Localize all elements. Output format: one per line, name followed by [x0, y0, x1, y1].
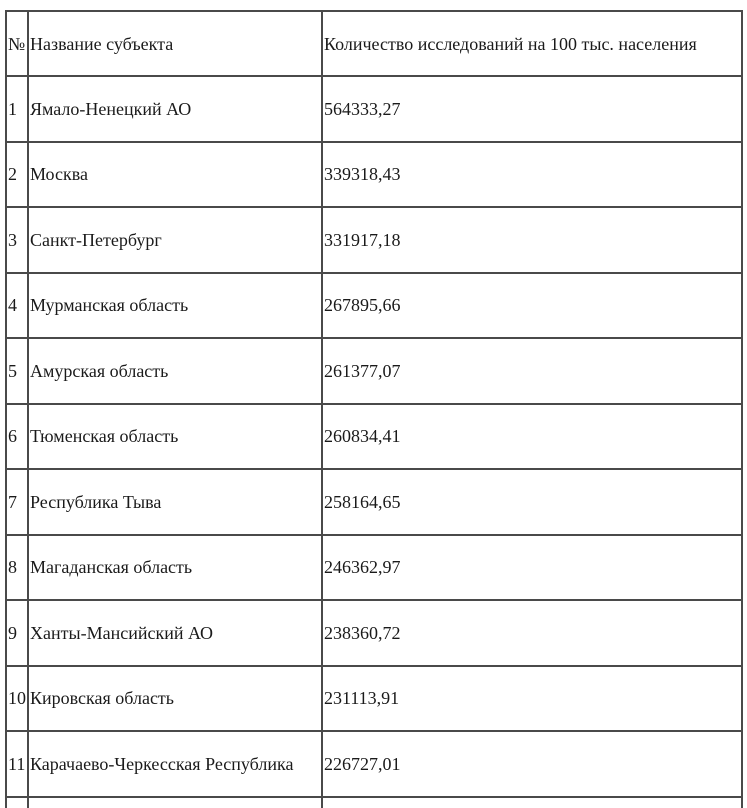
studies-value: 260834,41 [322, 404, 742, 470]
row-number: 2 [6, 142, 28, 208]
table-row [6, 469, 742, 535]
table-row [6, 666, 742, 732]
empty-cell [322, 797, 742, 808]
row-number: 4 [6, 273, 28, 339]
table-header-row [6, 11, 742, 76]
studies-value: 231113,91 [322, 666, 742, 732]
header-studies-per-100k: Количество исследований на 100 тыс. населения [322, 11, 742, 76]
row-number: 7 [6, 469, 28, 535]
row-number: 6 [6, 404, 28, 470]
table-row [6, 600, 742, 666]
studies-value: 339318,43 [322, 142, 742, 208]
region-name: Мурманская область [28, 273, 322, 339]
region-name: Карачаево-Черкесская Республика [28, 731, 322, 797]
studies-value: 258164,65 [322, 469, 742, 535]
region-name: Республика Тыва [28, 469, 322, 535]
region-name: Санкт-Петербург [28, 207, 322, 273]
row-number: 1 [6, 76, 28, 142]
studies-value: 238360,72 [322, 600, 742, 666]
header-number: № [6, 11, 28, 76]
header-region-name: Название субъекта [28, 11, 322, 76]
empty-cell [28, 797, 322, 808]
studies-value: 246362,97 [322, 535, 742, 601]
table-row [6, 404, 742, 470]
region-name: Магаданская область [28, 535, 322, 601]
row-number: 8 [6, 535, 28, 601]
table-row [6, 76, 742, 142]
region-name: Кировская область [28, 666, 322, 732]
table-row [6, 273, 742, 339]
table-row [6, 731, 742, 797]
region-name: Амурская область [28, 338, 322, 404]
regions-table [5, 10, 743, 808]
studies-value: 564333,27 [322, 76, 742, 142]
region-name: Ямало-Ненецкий АО [28, 76, 322, 142]
region-name: Москва [28, 142, 322, 208]
region-name: Тюменская область [28, 404, 322, 470]
studies-value: 267895,66 [322, 273, 742, 339]
table-body [6, 11, 742, 808]
empty-cell [6, 797, 28, 808]
studies-value: 331917,18 [322, 207, 742, 273]
table-row [6, 207, 742, 273]
row-number: 9 [6, 600, 28, 666]
studies-value: 261377,07 [322, 338, 742, 404]
row-number: 3 [6, 207, 28, 273]
table-row [6, 338, 742, 404]
row-number: 11 [6, 731, 28, 797]
row-number: 10 [6, 666, 28, 732]
table-row-partial [6, 797, 742, 808]
table-row [6, 535, 742, 601]
row-number: 5 [6, 338, 28, 404]
region-name: Ханты-Мансийский АО [28, 600, 322, 666]
table-row [6, 142, 742, 208]
studies-value: 226727,01 [322, 731, 742, 797]
